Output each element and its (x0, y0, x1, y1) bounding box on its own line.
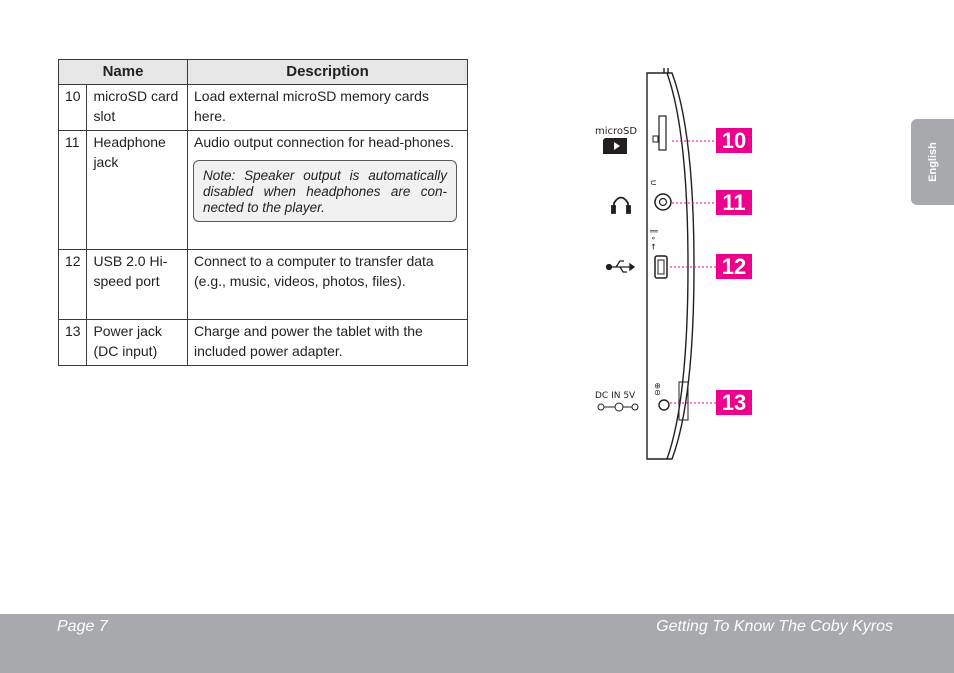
table-row (59, 131, 468, 250)
row-description: Charge and power the tablet with the included power adapter. (188, 320, 468, 366)
table-row (59, 320, 468, 366)
spec-table (58, 59, 468, 366)
row-name: USB 2.0 Hi-speed port (87, 250, 188, 320)
callout-number: 13 (721, 390, 747, 415)
microsd-card-icon (603, 138, 627, 154)
table-row (59, 85, 468, 131)
row-description: Connect to a computer to transfer data (e.g., music, videos, photos, files). (188, 250, 468, 320)
language-tab (911, 119, 954, 205)
column-header-description: Description (188, 60, 468, 85)
note-box: Note: Speaker output is automatically disabled when headphones are con-nected to the player. (193, 160, 457, 222)
headphone-icon (612, 198, 630, 214)
row-description-cell (188, 131, 468, 250)
row-number: 10 (59, 85, 87, 131)
row-name: microSD card slot (87, 85, 188, 131)
callout-number: 12 (721, 254, 747, 279)
language-tab-label: English (926, 142, 939, 182)
headphone-port-icon: ∩ (649, 179, 659, 186)
footer-title: Getting To Know The Coby Kyros (656, 618, 893, 635)
microsd-label: microSD (595, 126, 638, 137)
table-header-row (59, 60, 468, 85)
row-name: Power jack (DC input) (87, 320, 188, 366)
column-header-name: Name (59, 60, 188, 85)
callout-number: 10 (721, 128, 747, 153)
dc-label: DC IN 5V (595, 391, 636, 401)
tablet-body (647, 68, 694, 459)
table-row (59, 250, 468, 320)
row-description: Audio output connection for head-phones. (194, 134, 454, 150)
row-number: 12 (59, 250, 87, 320)
row-number: 11 (59, 131, 87, 250)
dc-port-icon: ⊖⊕ (653, 382, 662, 396)
page-footer (0, 614, 954, 673)
row-name: Headphone jack (87, 131, 188, 250)
usb-port-icon: ⇝ ∘ ∥ (649, 229, 658, 250)
row-number: 13 (59, 320, 87, 366)
callout-number: 11 (722, 190, 746, 215)
dc-polarity-icon (598, 403, 638, 411)
row-description: Load external microSD memory cards here. (188, 85, 468, 131)
usb-icon (607, 261, 635, 272)
page-number: Page 7 (57, 618, 108, 635)
tablet-side-diagram (590, 60, 760, 465)
